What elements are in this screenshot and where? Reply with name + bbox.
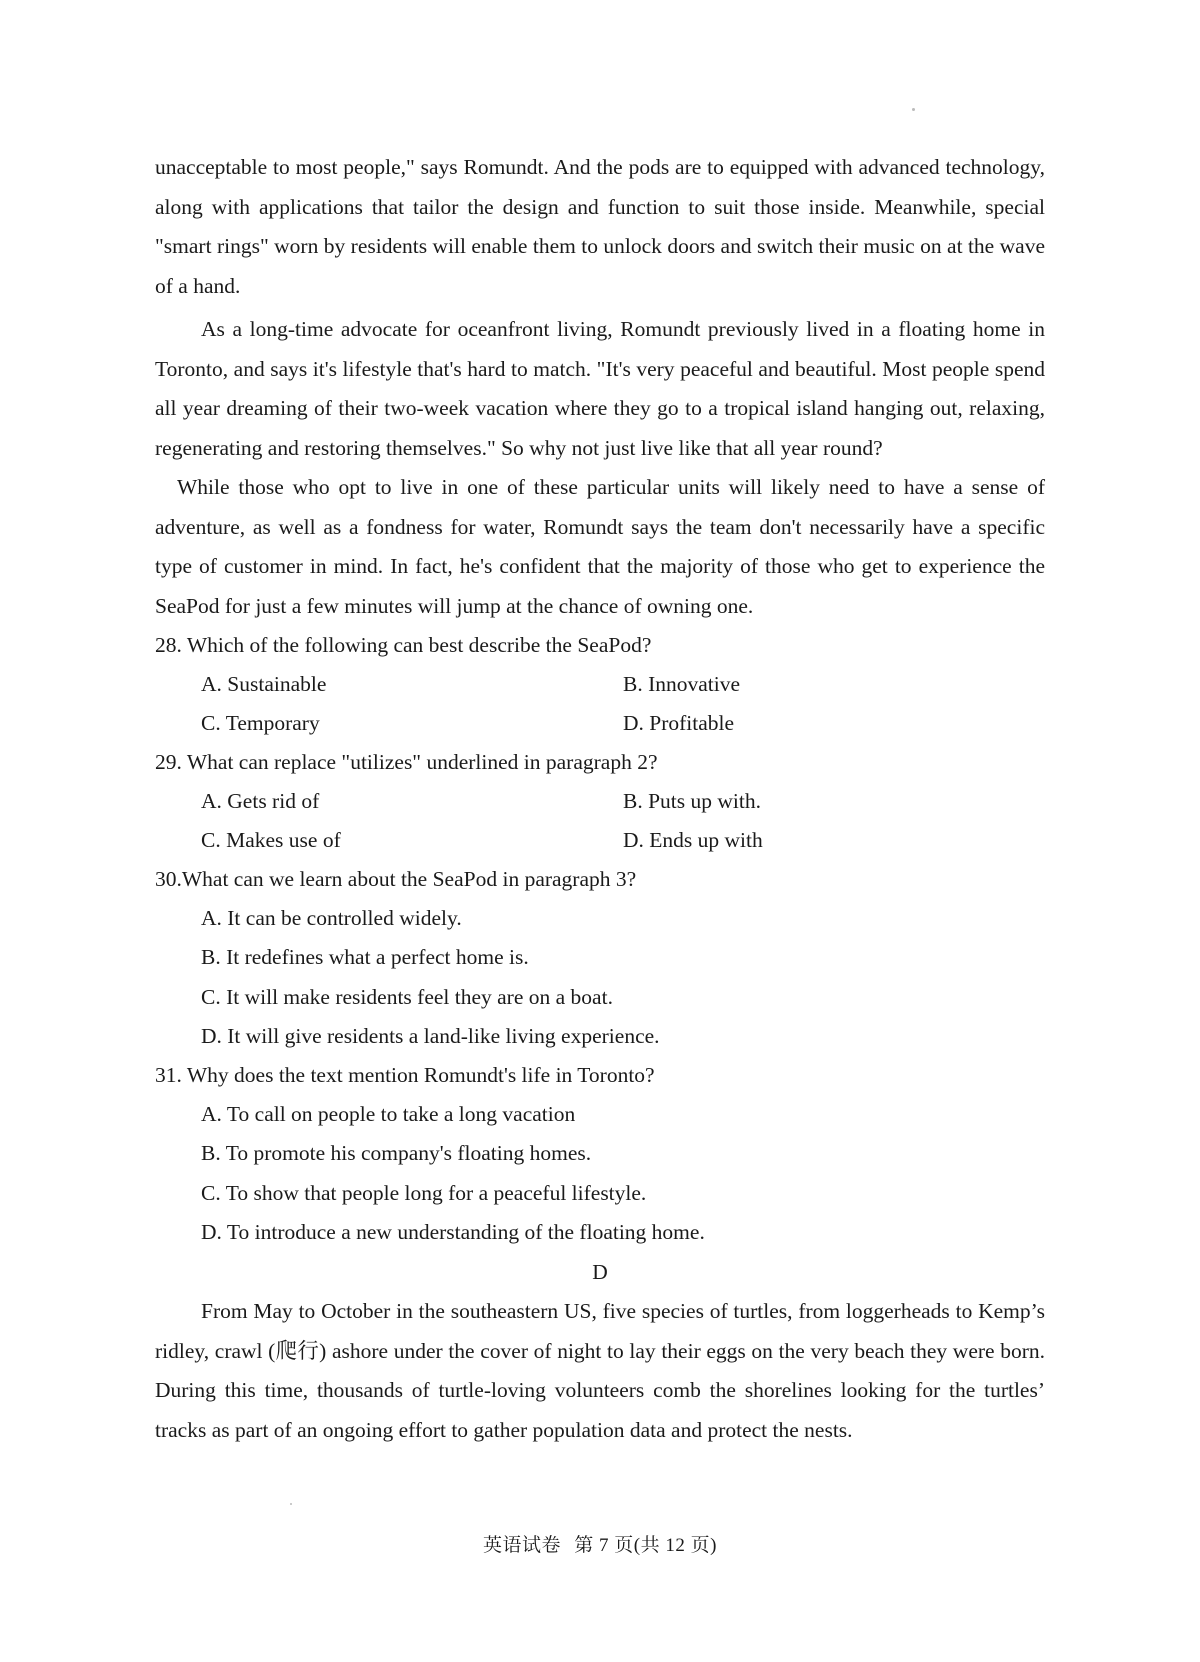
question-29-options-row-2 xyxy=(155,821,1045,860)
question-29-stem: 29. What can replace "utilizes" underlined in paragraph 2? xyxy=(155,750,658,774)
question-30-option-b: B. It redefines what a perfect home is. xyxy=(201,945,529,970)
exam-page xyxy=(155,148,1045,1450)
question-30-option-c: C. It will make residents feel they are on a boat. xyxy=(201,984,613,1009)
question-31-option-c: C. To show that people long for a peaceful lifestyle. xyxy=(201,1180,647,1205)
question-28-option-d: D. Profitable xyxy=(623,711,735,735)
footer-subject: 英语试卷 xyxy=(483,1535,562,1556)
scan-speck xyxy=(290,1503,292,1505)
question-31-stem: 31. Why does the text mention Romundt's life in Toronto? xyxy=(155,1063,655,1088)
question-28-option-c: C. Temporary xyxy=(201,711,320,735)
question-31-option-a: A. To call on people to take a long vacation xyxy=(201,1102,576,1127)
question-29-option-c: C. Makes use of xyxy=(201,828,341,852)
question-30-option-d: D. It will give residents a land-like living experience. xyxy=(201,1023,660,1048)
passage-c-paragraph-2: As a long-time advocate for oceanfront living, Romundt previously lived in a floating home in Toronto, and says it's lifestyle that's hard to match. "It's very peaceful and beautiful. Most people spend all year dreaming of their two-week vacation where they go to a tropical island hanging out, relaxing, regenerating and restoring themselves." So why not just live like that all year round? xyxy=(155,317,1045,460)
question-29-option-d: D. Ends up with xyxy=(623,828,763,852)
question-29-options-row-1 xyxy=(155,782,1045,821)
question-28-options-row-2 xyxy=(155,704,1045,743)
question-30-option-a: A. It can be controlled widely. xyxy=(201,906,462,930)
question-28-options-row-1 xyxy=(155,665,1045,704)
question-28-option-b: B. Innovative xyxy=(623,672,741,696)
page-footer xyxy=(0,1530,1200,1557)
question-29-option-b: B. Puts up with. xyxy=(623,789,761,813)
question-31-option-b: B. To promote his company's floating homes. xyxy=(201,1141,592,1166)
question-29-option-a: A. Gets rid of xyxy=(201,789,320,813)
passage-d-paragraph-1: From May to October in the southeastern US, five species of turtles, from loggerheads to Kemp’s ridley, crawl (爬行) ashore under the cover of night to lay their eggs on the very beach they were born. During this time, thousands of turtle-loving volunteers comb the shorelines looking for the turtles’ tracks as part of an ongoing effort to gather population data and protect the nests. xyxy=(155,1299,1045,1442)
passage-c-paragraph-3: While those who opt to live in one of these particular units will likely need to have a sense of adventure, as well as a fondness for water, Romundt says the team don't necessarily have a specific type of customer in mind. In fact, he's confident that the majority of those who get to experience the SeaPod for just a few minutes will jump at the chance of owning one. xyxy=(155,475,1045,618)
question-28-option-a: A. Sustainable xyxy=(201,672,327,696)
passage-d-heading: D xyxy=(592,1260,608,1285)
footer-page-number: 第 7 页(共 12 页) xyxy=(574,1535,717,1556)
scan-speck xyxy=(912,108,915,111)
question-28-stem: 28. Which of the following can best describe the SeaPod? xyxy=(155,633,652,657)
passage-c-paragraph-1: unacceptable to most people," says Romundt. And the pods are to equipped with advanced technology, along with applications that tailor the design and function to suit those inside. Meanwhile, special "smart rings" worn by residents will enable them to unlock doors and switch their music on at the wave of a hand. xyxy=(155,155,1045,298)
question-31-option-d: D. To introduce a new understanding of the floating home. xyxy=(201,1220,705,1245)
question-30-stem: 30.What can we learn about the SeaPod in paragraph 3? xyxy=(155,867,637,891)
